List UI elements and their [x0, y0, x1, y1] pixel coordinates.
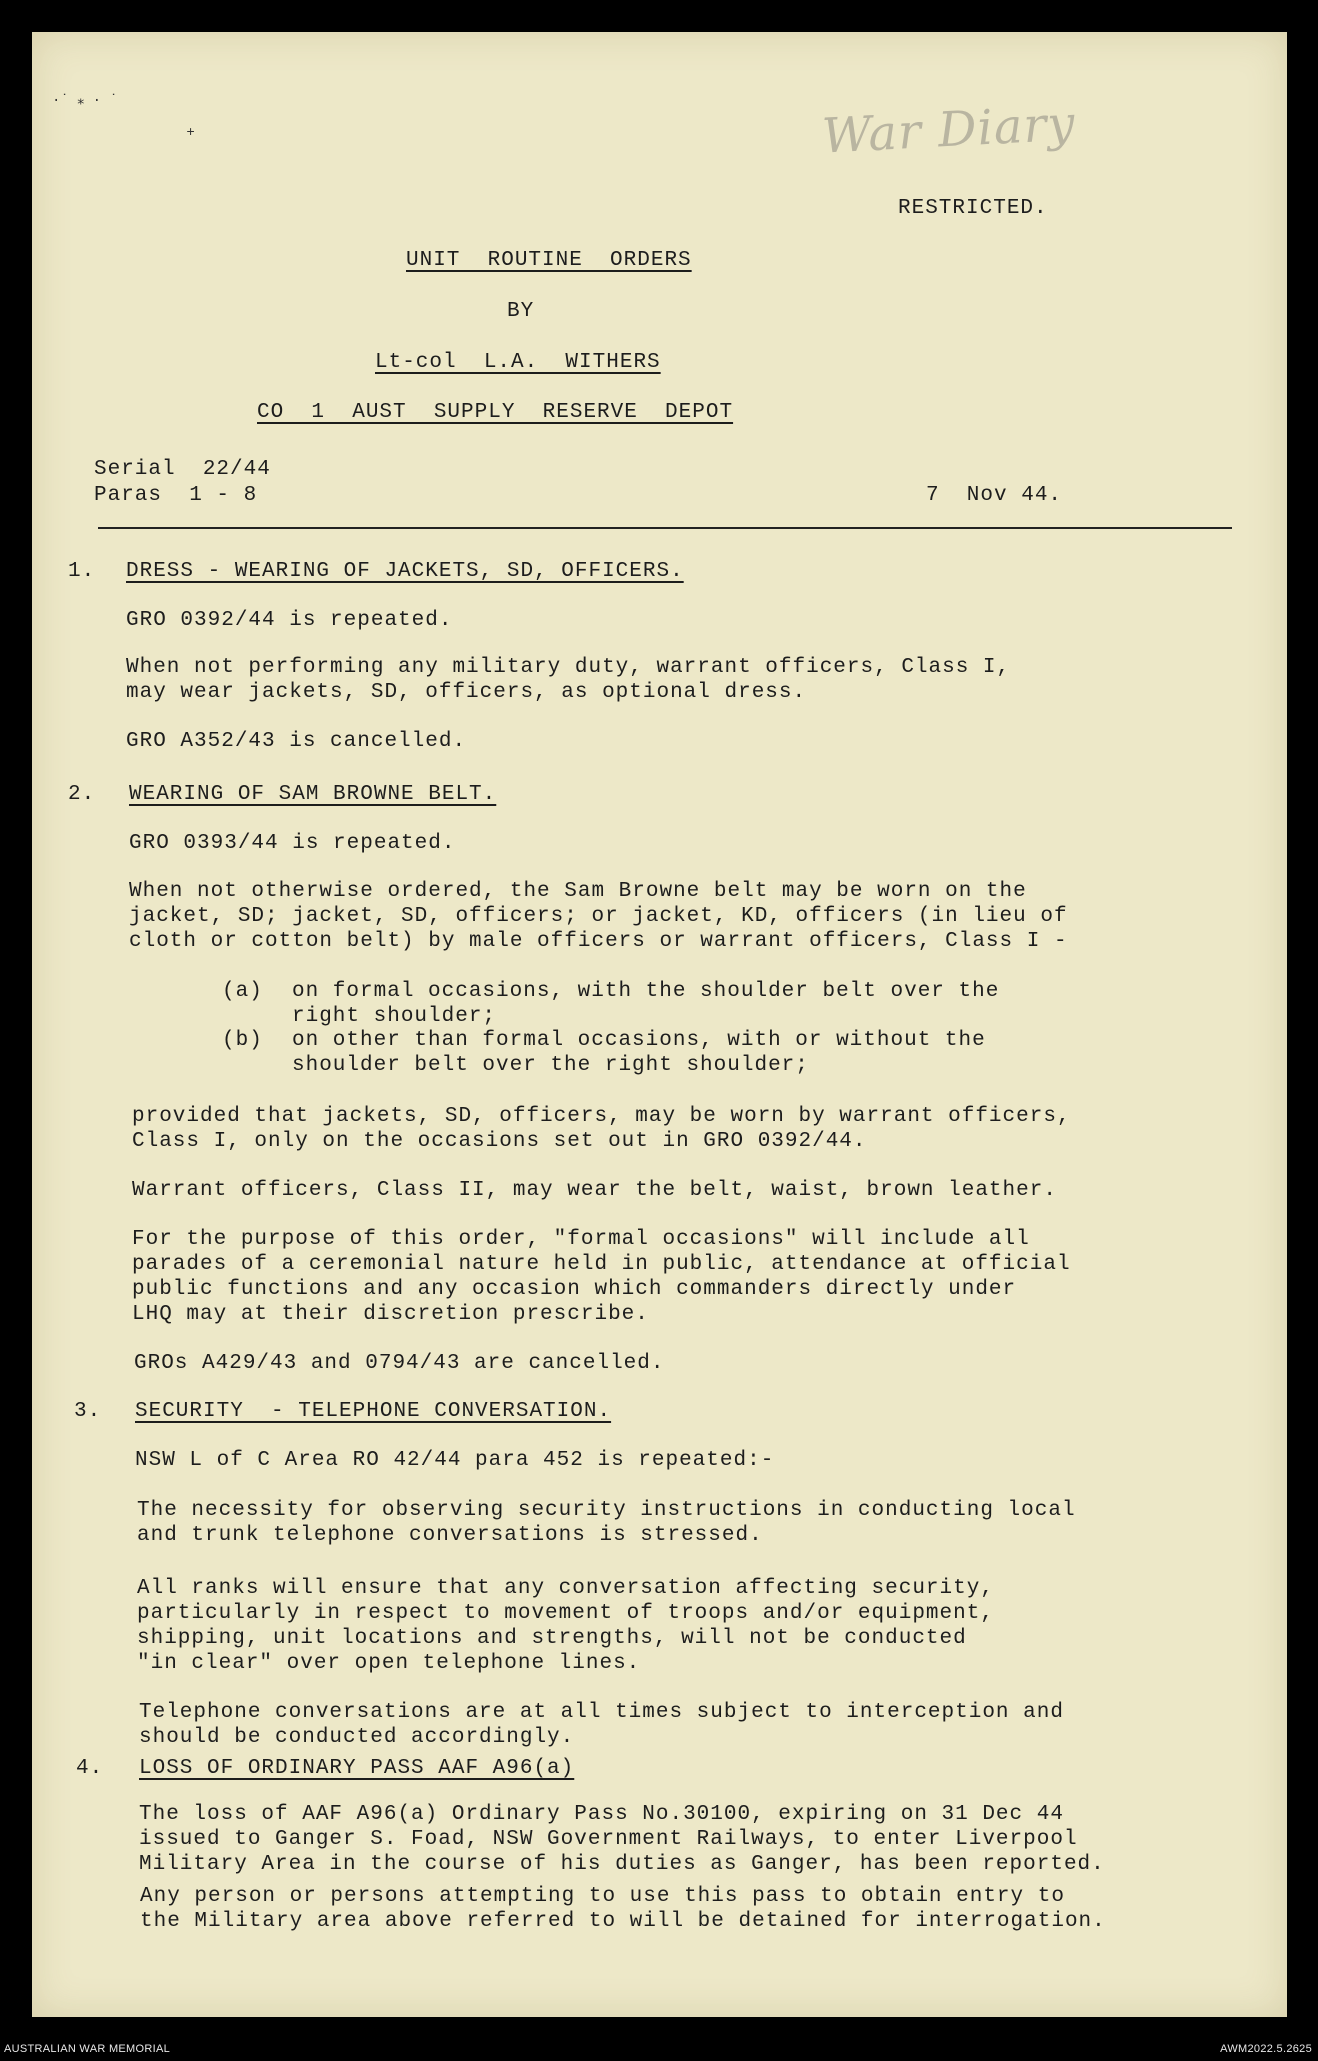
section-paragraph: GRO 0393/44 is repeated.: [129, 832, 456, 855]
section-paragraph: Warrant officers, Class II, may wear the belt, waist, brown leather.: [132, 1179, 1057, 1202]
section-paragraph: NSW L of C Area RO 42/44 para 452 is repeated:-: [135, 1449, 775, 1472]
heading-by: BY: [507, 300, 535, 323]
section-title: WEARING OF SAM BROWNE BELT.: [129, 783, 497, 806]
section-number: 1.: [68, 560, 96, 583]
footer-archive-name: AUSTRALIAN WAR MEMORIAL: [4, 2043, 171, 2055]
section-number: 3.: [74, 1400, 102, 1423]
list-item-label: (b): [222, 1029, 263, 1052]
section-paragraph: When not performing any military duty, warrant officers, Class I, may wear jackets, SD, officers, as optional dress.: [126, 656, 1011, 704]
section-title: SECURITY - TELEPHONE CONVERSATION.: [135, 1400, 612, 1423]
heading-title: UNIT ROUTINE ORDERS: [406, 249, 692, 272]
document-date: 7 Nov 44.: [926, 484, 1063, 507]
section-paragraph: GROs A429/43 and 0794/43 are cancelled.: [134, 1352, 665, 1375]
footer-catalogue-id: AWM2022.5.2625: [1220, 2043, 1312, 2055]
section-paragraph: Any person or persons attempting to use this pass to obtain entry to the Military area above referred to will be detained for interrogation.: [140, 1885, 1106, 1933]
section-title: LOSS OF ORDINARY PASS AAF A96(a): [139, 1757, 575, 1780]
list-item-text: on other than formal occasions, with or without the shoulder belt over the right shoulder;: [292, 1029, 986, 1077]
section-paragraph: The loss of AAF A96(a) Ordinary Pass No.30100, expiring on 31 Dec 44 issued to Ganger S. Foad, NSW Government Railways, to enter Liverpool Military Area in the course of his duties as Ganger, has been reported.: [139, 1803, 1105, 1876]
header-divider: [98, 527, 1232, 529]
section-paragraph: GRO A352/43 is cancelled.: [126, 730, 467, 753]
heading-commander: Lt-col L.A. WITHERS: [375, 351, 661, 374]
handwritten-note: War Diary: [820, 95, 1077, 165]
section-paragraph: Telephone conversations are at all times subject to interception and should be conducted accordingly.: [139, 1701, 1064, 1749]
section-paragraph: GRO 0392/44 is repeated.: [126, 609, 453, 632]
serial-number: Serial 22/44: [94, 458, 271, 481]
list-item-label: (a): [222, 980, 263, 1003]
list-item-text: on formal occasions, with the shoulder belt over the right shoulder;: [292, 980, 1000, 1028]
section-paragraph: provided that jackets, SD, officers, may be worn by warrant officers, Class I, only on the occasions set out in GRO 0392/44.: [132, 1105, 1071, 1153]
section-number: 2.: [68, 783, 96, 806]
heading-unit: CO 1 AUST SUPPLY RESERVE DEPOT: [257, 401, 734, 424]
section-paragraph: The necessity for observing security instructions in conducting local and trunk telephone conversations is stressed.: [137, 1499, 1076, 1547]
section-number: 4.: [76, 1757, 104, 1780]
section-paragraph: For the purpose of this order, "formal occasions" will include all parades of a ceremonial nature held in public, attendance at official public functions and any occasion which commanders directly under LHQ may at their discretion prescribe.: [132, 1228, 1071, 1326]
classification-label: RESTRICTED.: [898, 197, 1048, 220]
section-paragraph: When not otherwise ordered, the Sam Browne belt may be worn on the jacket, SD; jacket, SD, officers; or jacket, KD, officers (in lieu of cloth or cotton belt) by male officers or warrant officers, Class I -: [129, 880, 1068, 953]
document-page: [32, 32, 1287, 2017]
paper-marks: ·˙ ⁎ · ˙ +: [52, 93, 195, 141]
section-title: DRESS - WEARING OF JACKETS, SD, OFFICERS.: [126, 560, 684, 583]
section-paragraph: All ranks will ensure that any conversation affecting security, particularly in respect to movement of troops and/or equipment, shipping, unit locations and strengths, will not be conducted "in clear" over open telephone lines.: [137, 1577, 994, 1675]
paras-range: Paras 1 - 8: [94, 484, 258, 507]
